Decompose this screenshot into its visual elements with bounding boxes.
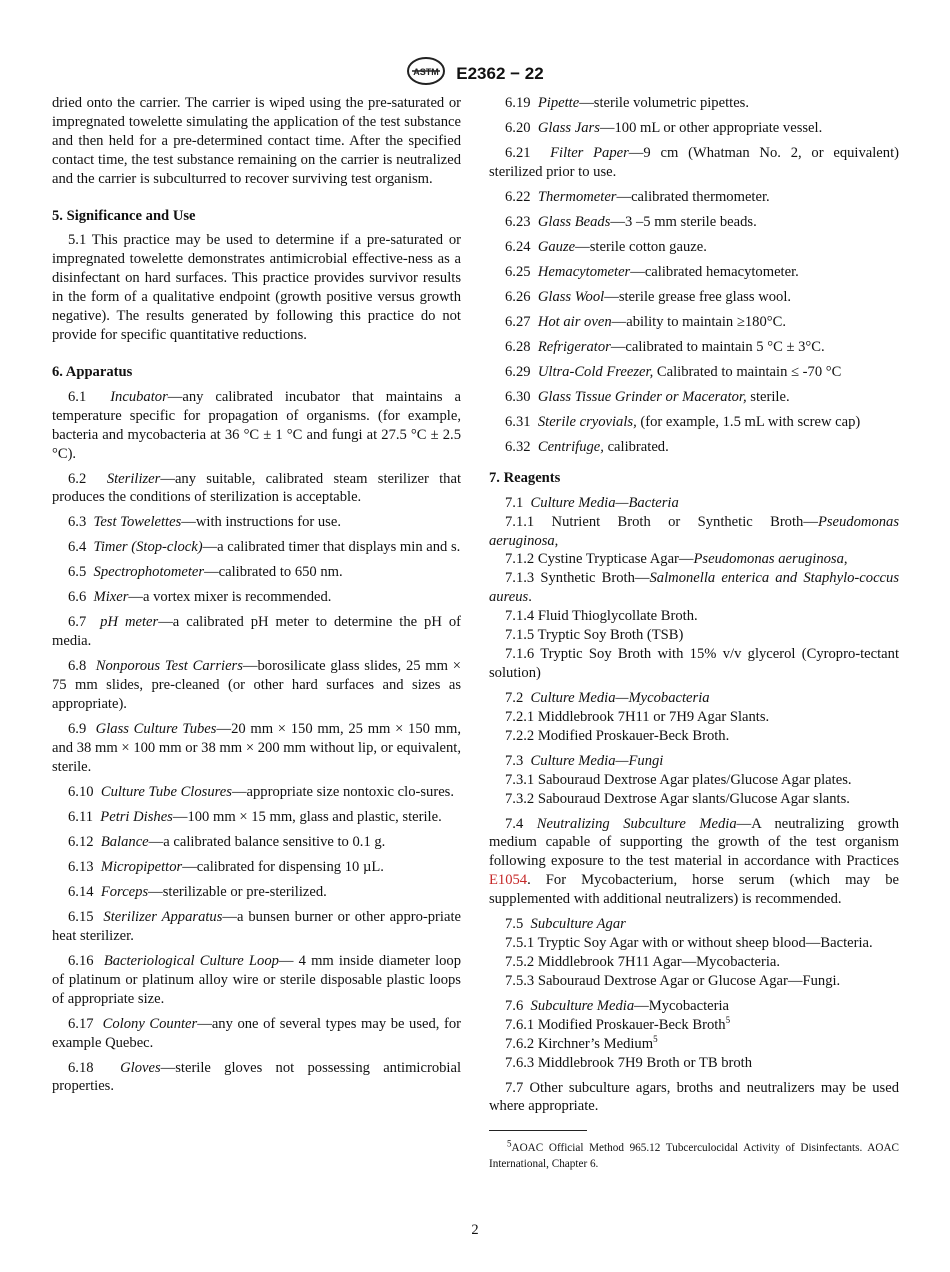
item-6-26 — [489, 288, 899, 307]
item-term: Hot air oven — [537, 313, 612, 330]
item-term: Pipette — [537, 95, 580, 111]
item-text: sterile. — [746, 388, 790, 405]
item-6-13 — [52, 858, 461, 877]
item-number: 6.18 — [68, 1059, 94, 1076]
item-7-1-5: 7.1.5 Tryptic Soy Broth (TSB) — [505, 627, 684, 644]
item-text: —20 mm × 150 mm, 25 mm × 150 mm, and 38 mm × 100 mm or 38 mm × 200 mm without lip, or equivalent, sterile. — [52, 721, 461, 775]
item-6-2 — [52, 470, 461, 508]
page-number: 2 — [471, 1222, 479, 1238]
item-term: Forceps — [100, 883, 149, 900]
item-6-7 — [52, 613, 461, 651]
item-text: —a bunsen burner or other appro-priate heat sterilizer. — [52, 908, 461, 944]
item-term: Colony Counter — [102, 1015, 198, 1032]
apparatus-list-left — [52, 388, 461, 1097]
item-number: 6.13 — [68, 858, 94, 875]
item-term: Glass Tissue Grinder or Macerator, — [537, 388, 747, 405]
item-term: Glass Beads — [537, 213, 611, 230]
item-6-22 — [489, 188, 899, 207]
item-7-5: 7.5 Subculture Agar — [505, 916, 626, 933]
item-term: Glass Culture Tubes — [95, 721, 217, 738]
item-7-5-1: 7.5.1 Tryptic Soy Agar with or without sheep blood—Bacteria. — [505, 935, 873, 952]
item-text: —ability to maintain ≥180°C. — [611, 313, 786, 330]
item-term: Sterile cryovials, — [537, 413, 637, 430]
item-number: 6.11 — [68, 808, 93, 825]
item-7-2-1: 7.2.1 Middlebrook 7H11 or 7H9 Agar Slants. — [505, 708, 770, 725]
item-text: —borosilicate glass slides, 25 mm × 75 mm slides, pre-cleaned (or other hard surfaces and sizes as appropriate). — [52, 658, 461, 713]
item-text: —100 mL or other appropriate vessel. — [599, 120, 823, 136]
item-number: 6.3 — [68, 514, 87, 531]
document-id: E2362 − 22 — [456, 63, 544, 83]
item-term: Spectrophotometer — [93, 564, 205, 581]
item-term: Glass Wool — [537, 288, 605, 305]
item-7-7: 7.7 Other subculture agars, broths and neutralizers may be used where appropriate. — [489, 1079, 899, 1115]
item-term: Mixer — [93, 589, 129, 606]
item-6-3 — [52, 513, 461, 532]
item-6-29 — [489, 363, 899, 382]
item-text: —sterile grease free glass wool. — [604, 288, 792, 305]
item-number: 6.7 — [68, 614, 87, 631]
item-text: —any calibrated incubator that maintains a temperature specific for propagation of organisms. (for example, bacteria and mycobacteria at 36 °C ± 1 °C and fungi at 27.5 °C ± 2.5 °C). — [52, 388, 461, 462]
right-column — [489, 94, 899, 1172]
item-text: calibrated. — [603, 438, 669, 455]
item-number: 6.12 — [68, 833, 94, 850]
left-column — [52, 94, 461, 1096]
item-number: 6.24 — [505, 238, 531, 255]
item-7-1: 7.1 Culture Media—Bacteria — [505, 494, 679, 511]
item-text: —9 cm (Whatman No. 2, or equivalent) sterilized prior to use. — [489, 145, 899, 180]
item-text: —a calibrated pH meter to determine the pH of media. — [52, 614, 462, 650]
item-number: 6.6 — [68, 589, 87, 606]
item-term: Hemacytometer — [537, 263, 631, 280]
item-number: 6.32 — [505, 438, 531, 455]
item-6-14 — [52, 883, 461, 902]
item-text: —3 –5 mm sterile beads. — [610, 213, 757, 230]
item-number: 6.22 — [505, 188, 531, 205]
item-number: 6.19 — [505, 95, 531, 111]
item-text: —sterile gloves not possessing antimicrobial properties. — [52, 1059, 462, 1095]
item-number: 6.4 — [68, 539, 87, 556]
item-term: Sterilizer — [106, 470, 161, 487]
item-text: —calibrated to 650 nm. — [204, 564, 343, 581]
item-7-5-3: 7.5.3 Sabouraud Dextrose Agar or Glucose Agar—Fungi. — [505, 972, 841, 989]
item-number: 6.31 — [505, 413, 531, 430]
item-number: 6.26 — [505, 288, 531, 305]
item-number: 6.16 — [68, 952, 94, 969]
item-6-16 — [52, 952, 461, 1009]
item-6-21 — [489, 144, 899, 182]
item-term: Refrigerator — [537, 338, 611, 355]
e1054-link[interactable]: E1054 — [489, 872, 528, 889]
item-term: Culture Tube Closures — [100, 783, 232, 800]
svg-text:ASTM: ASTM — [413, 67, 440, 77]
item-7-1-2: 7.1.2 Cystine Trypticase Agar—Pseudomonas aeruginosa, — [505, 551, 848, 568]
item-text: —a vortex mixer is recommended. — [128, 589, 332, 606]
item-7-1-1: 7.1.1 Nutrient Broth or Synthetic Broth—Pseudomonas aeruginosa, — [489, 513, 900, 549]
item-6-19 — [489, 94, 899, 113]
item-text: —calibrated thermometer. — [616, 188, 770, 205]
intro-paragraph: dried onto the carrier. The carrier is wiped using the pre-saturated or impregnated towelette simulating the application of the test substance and then held for a pre-determined contact time. After the specified contact time, the test substance remaining on the carrier is neutralized and the carrier is subculturred to recover surviving test organism. — [52, 95, 461, 187]
item-6-17 — [52, 1015, 461, 1053]
item-6-5 — [52, 563, 461, 582]
section-5-heading: 5. Significance and Use — [52, 207, 196, 224]
item-number: 6.30 — [505, 388, 531, 405]
item-7-4: 7.4 Neutralizing Subculture Media—A neutralizing growth medium capable of supporting the growth of the test organism following exposure to the test material in accordance with Practices E1054. For Mycobacterium, horse serum (which may be supplemented with additional neutralizers) is recommended. — [489, 815, 899, 908]
item-7-1-4: 7.1.4 Fluid Thioglycollate Broth. — [505, 608, 698, 625]
item-text: —a calibrated timer that displays min and s. — [202, 539, 461, 556]
item-number: 6.14 — [68, 883, 94, 900]
item-number: 6.1 — [68, 388, 87, 405]
item-6-31 — [489, 413, 899, 432]
item-term: Gloves — [120, 1059, 161, 1076]
item-6-18 — [52, 1059, 461, 1097]
item-7-5-2: 7.5.2 Middlebrook 7H11 Agar—Mycobacteria. — [505, 953, 781, 970]
item-7-3: 7.3 Culture Media—Fungi — [505, 752, 664, 769]
item-6-1 — [52, 388, 461, 464]
item-number: 6.10 — [68, 783, 94, 800]
item-6-12 — [52, 833, 461, 852]
item-text: — 4 mm inside diameter loop of platinum or platinum alloy wire or sterile disposable plastic loops of appropriate size. — [52, 952, 462, 1007]
item-term: Micropipettor — [100, 858, 183, 875]
item-term: Bacteriological Culture Loop — [103, 952, 279, 969]
item-text: —calibrated for dispensing 10 µL. — [182, 858, 384, 875]
item-6-24 — [489, 238, 899, 257]
item-number: 6.23 — [505, 213, 531, 230]
item-text: —calibrated to maintain 5 °C ± 3°C. — [610, 338, 825, 355]
item-6-32 — [489, 438, 899, 457]
item-term: Thermometer — [537, 188, 617, 205]
item-7-6-2: 7.6.2 Kirchner’s Medium$^5$ — [505, 1033, 658, 1052]
item-number: 6.29 — [505, 363, 531, 380]
item-number: 6.8 — [68, 658, 87, 675]
item-term: Balance — [100, 833, 149, 850]
item-term: Gauze — [537, 238, 576, 255]
item-6-8 — [52, 657, 461, 714]
item-6-11 — [52, 808, 461, 827]
item-number: 6.9 — [68, 721, 87, 738]
item-term: Glass Jars — [537, 120, 600, 136]
item-6-6 — [52, 588, 461, 607]
item-text: (for example, 1.5 mL with screw cap) — [636, 413, 861, 430]
astm-logo-icon — [406, 56, 446, 91]
item-6-15 — [52, 908, 461, 946]
item-number: 6.21 — [505, 145, 531, 161]
item-text: —calibrated hemacytometer. — [630, 263, 799, 280]
item-text: —any one of several types may be used, for example Quebec. — [52, 1015, 461, 1051]
item-number: 6.2 — [68, 470, 87, 487]
item-term: Test Towelettes — [93, 514, 182, 531]
item-7-2: 7.2 Culture Media—Mycobacteria — [505, 689, 710, 706]
item-number: 6.20 — [505, 120, 531, 136]
item-term: Incubator — [110, 388, 168, 405]
item-text: —a calibrated balance sensitive to 0.1 g. — [148, 833, 386, 850]
item-7-3-1: 7.3.1 Sabouraud Dextrose Agar plates/Glucose Agar plates. — [505, 771, 852, 788]
item-6-23 — [489, 213, 899, 232]
item-text: —sterilizable or pre-sterilized. — [148, 883, 327, 900]
item-6-30 — [489, 388, 899, 407]
footnote-5: $^5$AOAC Official Method 965.12 Tubcerculocidal Activity of Disinfectants. AOAC International, Chapter 6. — [489, 1138, 899, 1170]
item-6-25 — [489, 263, 899, 282]
item-6-9 — [52, 720, 461, 777]
item-7-3-2: 7.3.2 Sabouraud Dextrose Agar slants/Glucose Agar slants. — [505, 790, 850, 807]
item-term: Sterilizer Apparatus — [103, 908, 223, 925]
item-6-28 — [489, 338, 899, 357]
item-term: pH meter — [100, 614, 159, 631]
item-6-20 — [489, 119, 899, 138]
item-7-6-3: 7.6.3 Middlebrook 7H9 Broth or TB broth — [505, 1054, 753, 1071]
item-term: Ultra-Cold Freezer, — [537, 363, 654, 380]
item-number: 6.28 — [505, 338, 531, 355]
apparatus-list-right — [489, 94, 899, 457]
item-term: Centrifuge, — [537, 438, 604, 455]
item-text: —sterile volumetric pipettes. — [579, 95, 749, 111]
item-7-1-6: 7.1.6 Tryptic Soy Broth with 15% v/v glycerol (Cyropro-tectant solution) — [489, 645, 899, 681]
item-6-4 — [52, 538, 461, 557]
item-7-6: 7.6 Subculture Media—Mycobacteria — [505, 997, 729, 1014]
item-term: Timer (Stop-clock) — [93, 539, 203, 556]
section-6-heading: 6. Apparatus — [52, 363, 133, 380]
item-6-27 — [489, 313, 899, 332]
footnote-divider — [489, 1130, 587, 1131]
item-number: 6.27 — [505, 313, 531, 330]
item-6-10 — [52, 783, 461, 802]
paragraph-5-1: 5.1 This practice may be used to determine if a pre-saturated or impregnated towelette demonstrates antimicrobial effective-ness as a disinfectant on hard surfaces. This practice provides survivor results in the form of a qualitative endpoint (growth positive versus growth negative). The results generated by following this practice do not provide for specific quantitative reductions. — [52, 232, 461, 343]
item-7-1-3: 7.1.3 Synthetic Broth—Salmonella enterica and Staphylo-coccus aureus. — [489, 570, 899, 606]
item-text: —sterile cotton gauze. — [575, 238, 707, 255]
item-term: Nonporous Test Carriers — [95, 658, 243, 675]
item-text: —100 mm × 15 mm, glass and plastic, sterile. — [172, 808, 442, 825]
item-number: 6.15 — [68, 908, 94, 925]
item-number: 6.17 — [68, 1015, 94, 1032]
item-term: Petri Dishes — [100, 808, 173, 825]
item-7-6-1: 7.6.1 Modified Proskauer-Beck Broth$^5$ — [505, 1014, 731, 1033]
item-7-2-2: 7.2.2 Modified Proskauer-Beck Broth. — [505, 727, 730, 744]
item-number: 6.5 — [68, 564, 87, 581]
page-header — [0, 56, 950, 91]
item-text: —with instructions for use. — [181, 514, 341, 531]
section-7-heading: 7. Reagents — [489, 469, 561, 486]
item-text: Calibrated to maintain ≤ -70 °C — [653, 363, 842, 380]
item-number: 6.25 — [505, 263, 531, 280]
item-text: —any suitable, calibrated steam sterilizer that produces the conditions of sterilization is acceptable. — [52, 470, 461, 506]
item-text: —appropriate size nontoxic clo-sures. — [231, 783, 455, 800]
item-term: Filter Paper — [550, 145, 629, 161]
